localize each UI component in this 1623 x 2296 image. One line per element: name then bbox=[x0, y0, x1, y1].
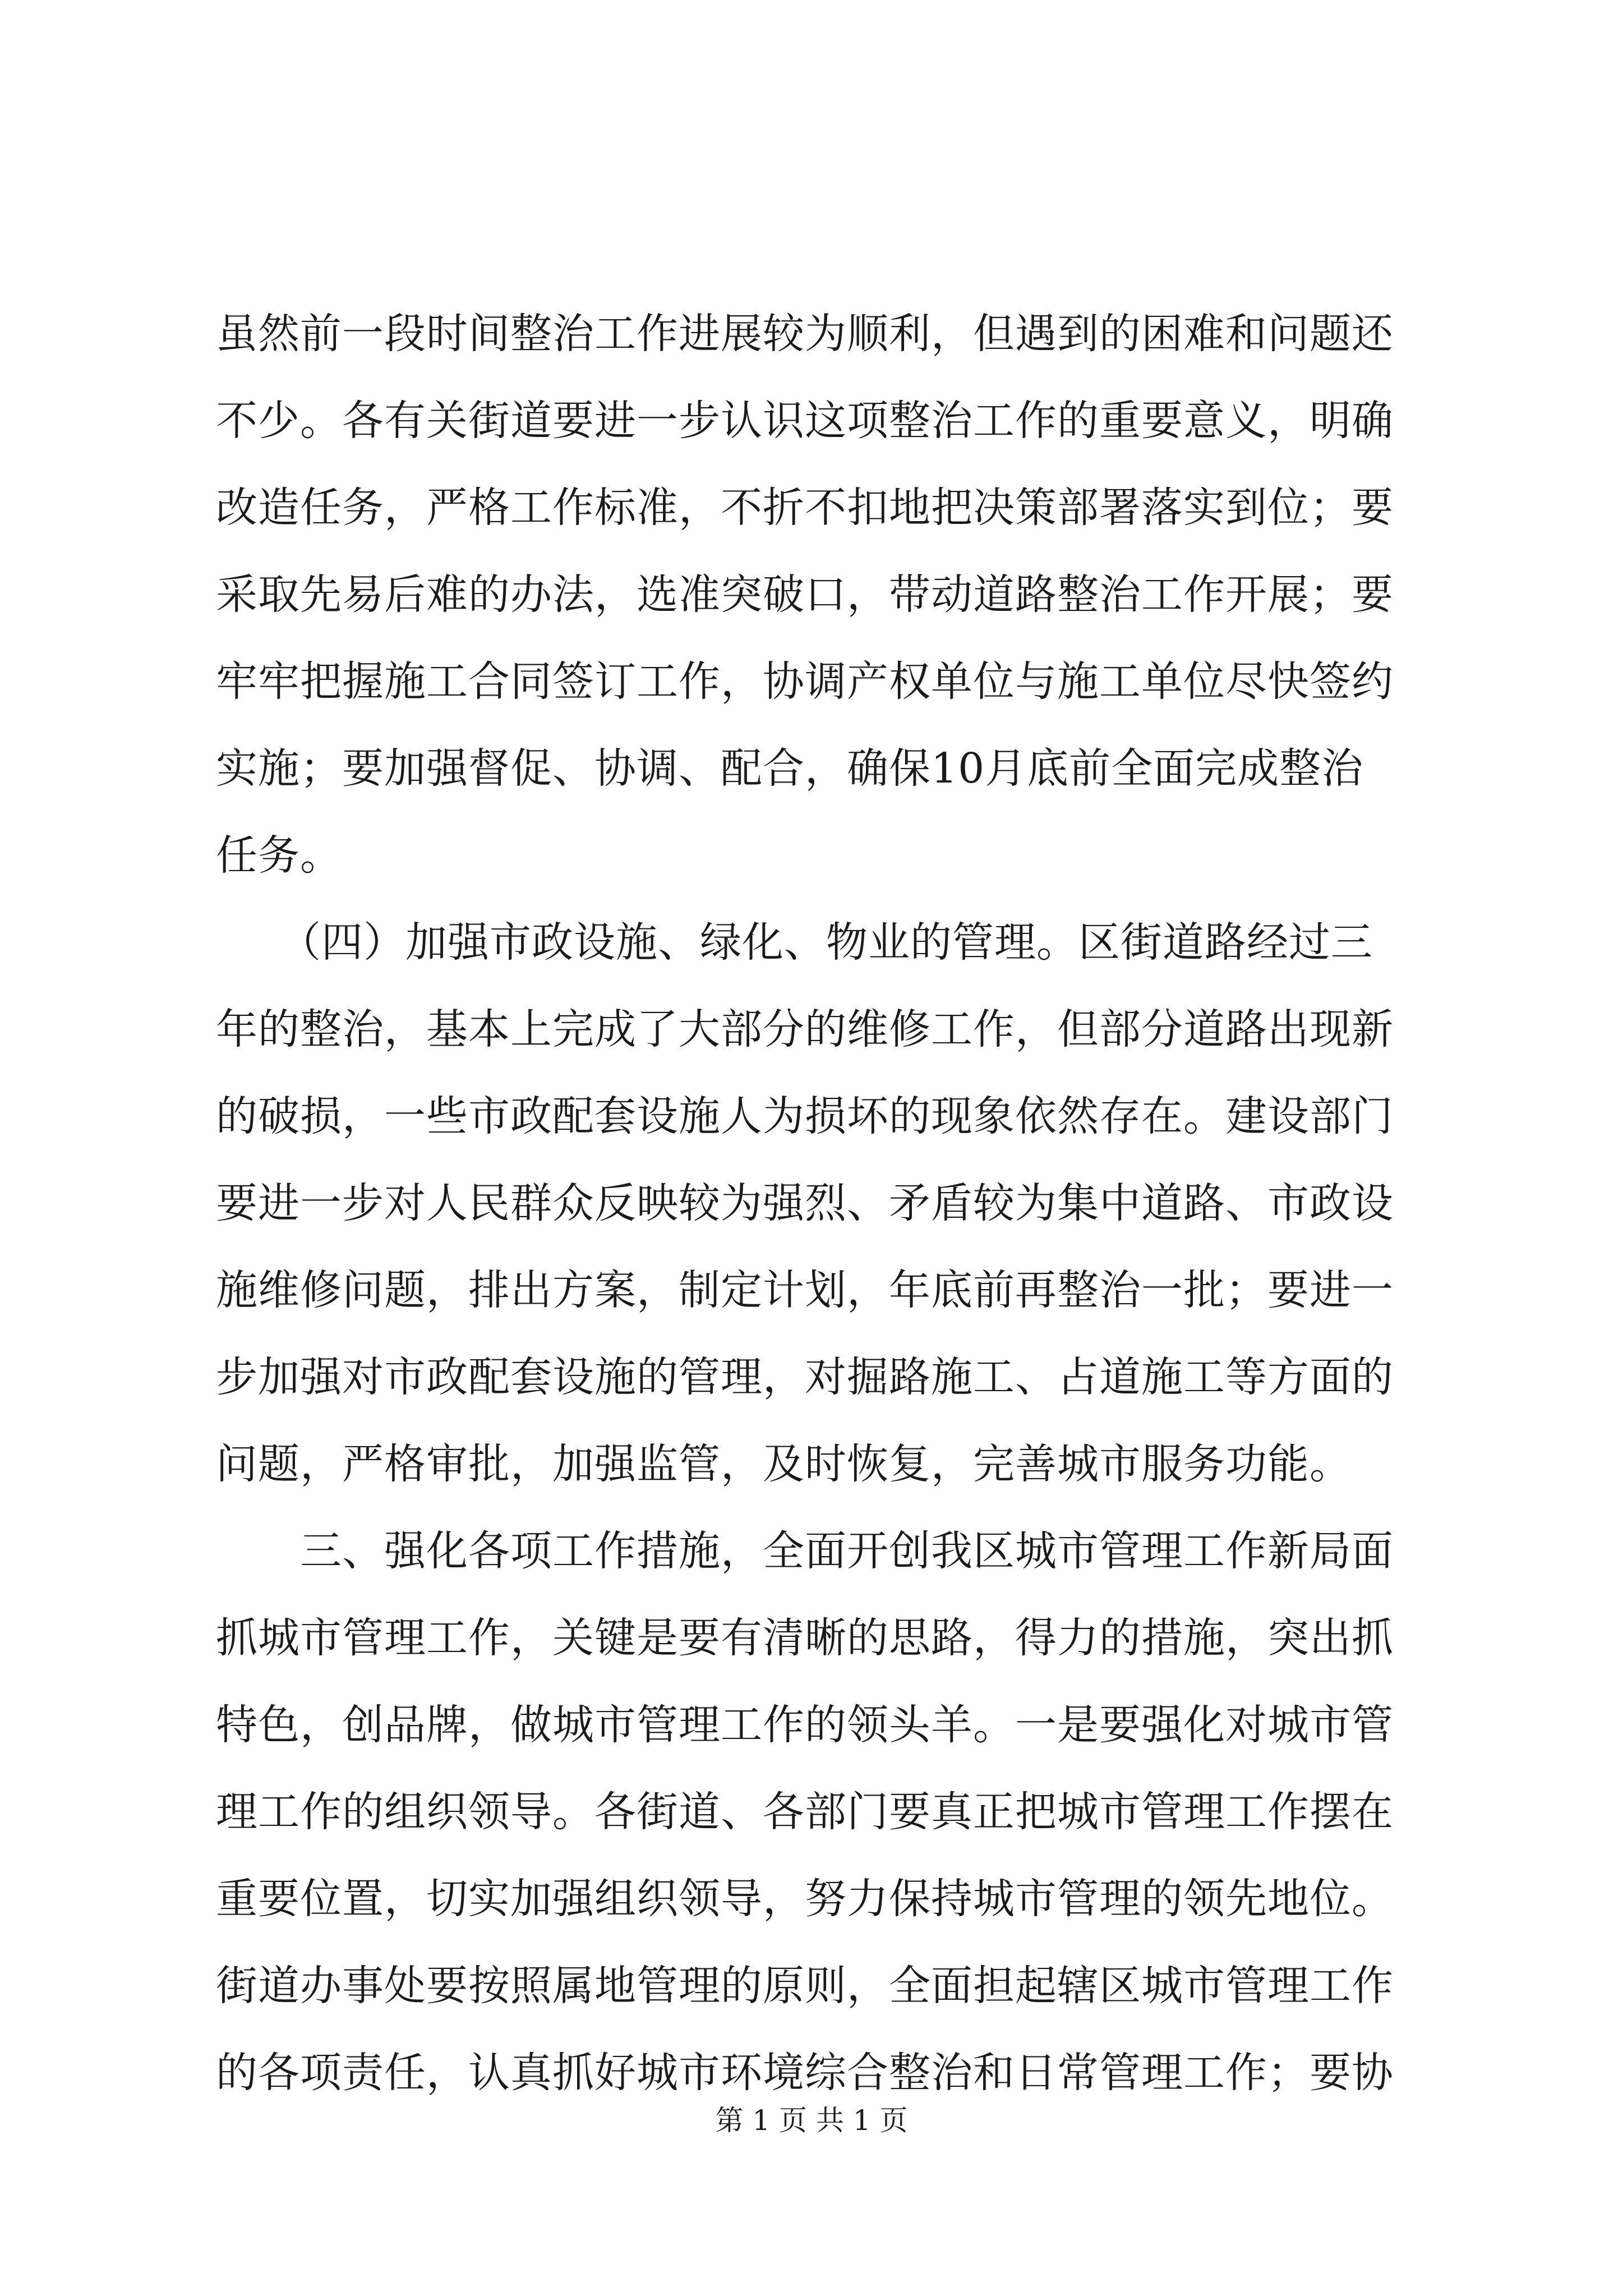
text-line: 不少。各有关街道要进一步认识这项整治工作的重要意义，明确 bbox=[216, 397, 1394, 445]
text-line: 改造任务，严格工作标准，不折不扣地把决策部署落实到位；要 bbox=[216, 484, 1394, 532]
text-line: 理工作的组织领导。各街道、各部门要真正把城市管理工作摆在 bbox=[216, 1788, 1394, 1836]
text-line: 任务。 bbox=[216, 831, 342, 880]
text-line: 抓城市管理工作，关键是要有清晰的思路，得力的措施，突出抓 bbox=[216, 1614, 1394, 1662]
text-line: 特色，创品牌，做城市管理工作的领头羊。一是要强化对城市管 bbox=[216, 1701, 1394, 1749]
text-line: 采取先易后难的办法，选准突破口，带动道路整治工作开展；要 bbox=[216, 570, 1394, 619]
page-number: 第 1 页 共 1 页 bbox=[715, 2104, 908, 2137]
text-line: 年的整治，基本上完成了大部分的维修工作，但部分道路出现新 bbox=[216, 1005, 1394, 1053]
text-line: 虽然前一段时间整治工作进展较为顺利，但遇到的困难和问题还 bbox=[216, 310, 1394, 358]
text-line: 问题，严格审批，加强监管，及时恢复，完善城市服务功能。 bbox=[216, 1440, 1352, 1488]
text-line: 实施；要加强督促、协调、配合，确保10月底前全面完成整治 bbox=[216, 744, 1364, 793]
text-line: 的各项责任，认真抓好城市环境综合整治和日常管理工作；要协 bbox=[216, 2049, 1394, 2097]
text-line: 重要位置，切实加强组织领导，努力保持城市管理的领先地位。 bbox=[216, 1875, 1394, 1923]
text-line: 要进一步对人民群众反映较为强烈、矛盾较为集中道路、市政设 bbox=[216, 1179, 1394, 1227]
body-text bbox=[216, 291, 1408, 2116]
text-line: 牢牢把握施工合同签订工作，协调产权单位与施工单位尽快签约 bbox=[216, 657, 1394, 706]
text-line: （四）加强市政设施、绿化、物业的管理。区街道路经过三 bbox=[216, 918, 1373, 967]
text-line: 步加强对市政配套设施的管理，对掘路施工、占道施工等方面的 bbox=[216, 1353, 1394, 1401]
text-line: 的破损，一些市政配套设施人为损坏的现象依然存在。建设部门 bbox=[216, 1092, 1394, 1140]
page-footer bbox=[0, 2101, 1623, 2140]
text-line: 街道办事处要按照属地管理的原则，全面担起辖区城市管理工作 bbox=[216, 1962, 1394, 2010]
text-line: 三、强化各项工作措施，全面开创我区城市管理工作新局面 bbox=[216, 1527, 1394, 1575]
text-line: 施维修问题，排出方案，制定计划，年底前再整治一批；要进一 bbox=[216, 1266, 1394, 1314]
